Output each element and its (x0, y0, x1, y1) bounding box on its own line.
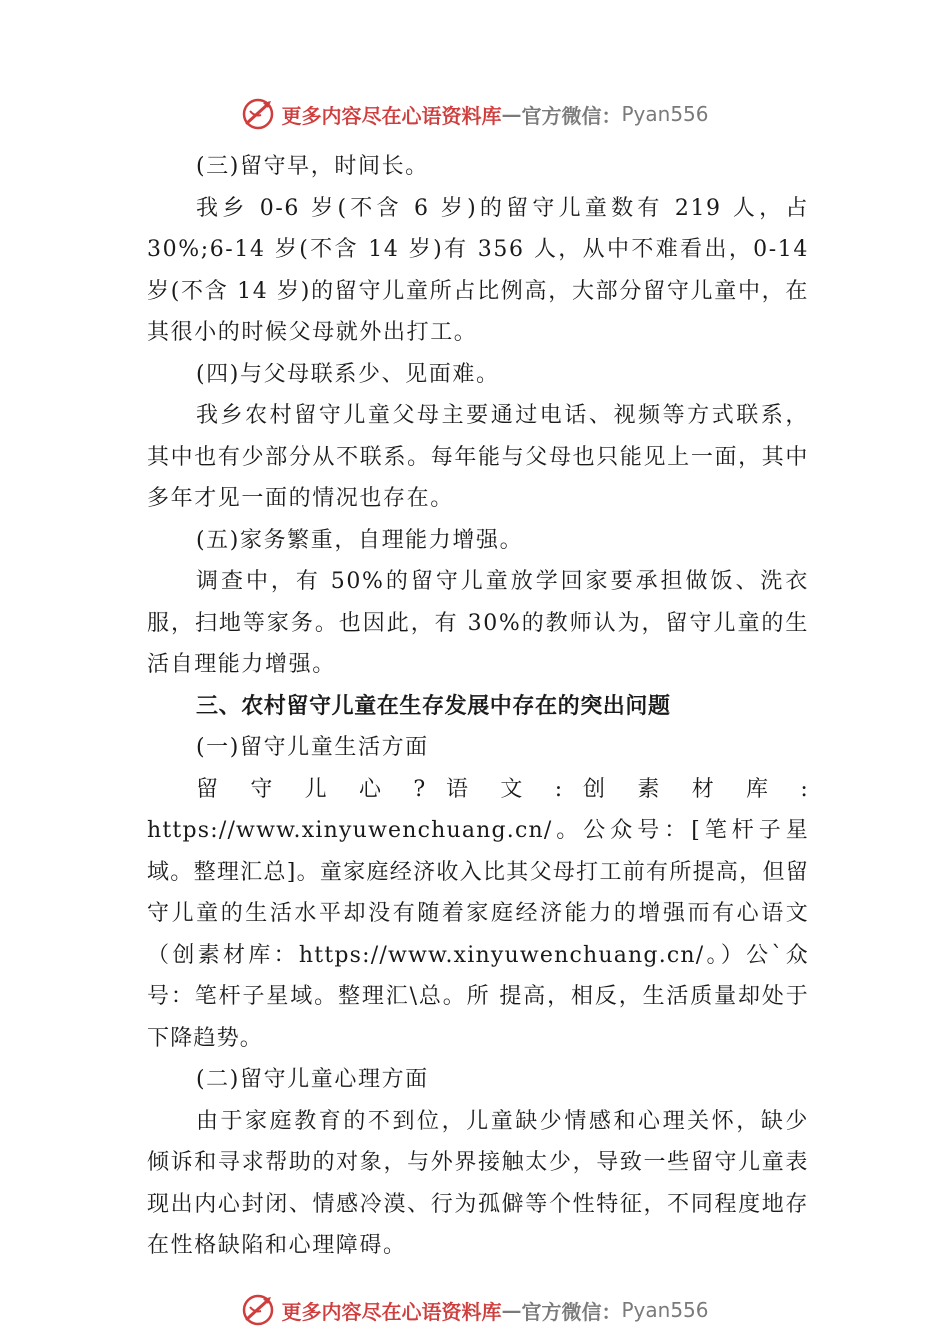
brush-logo-icon (241, 97, 275, 131)
watermark-brand: 更多内容尽在心语资料库 (281, 1299, 502, 1324)
section-heading: (二)留守儿童心理方面 (196, 1067, 429, 1092)
watermark-official: 官方微信： (521, 103, 622, 128)
watermark-official: 官方微信： (521, 1299, 622, 1324)
section-heading: (五)家务繁重，自理能力增强。 (196, 527, 524, 553)
watermark-brand: 更多内容尽在心语资料库 (281, 103, 502, 128)
watermark-footer (0, 1290, 950, 1330)
watermark-wechat-id: Pyan556 (621, 1298, 709, 1322)
paragraph: 我乡农村留守儿童父母主要通过电话、视频等方式联系，其中也有少部分从不联系。每年能与父母也只能见上一面，其中多年才见一面的情况也存在。 (147, 403, 809, 511)
paragraph: 我乡 0-6 岁(不含 6 岁)的留守儿童数有 219 人，占 30%;6-14 岁(不含 14 岁)有 356 人，从中不难看出，0-14 岁(不含 14 岁)的留守儿童所占比例高，大部分留守儿童中，在其很小的时候父母就外出打工。 (147, 195, 809, 345)
brush-logo-icon (241, 1293, 275, 1327)
chapter-heading: 三、农村留守儿童在生存发展中存在的突出问题 (196, 693, 671, 719)
watermark-wechat-id: Pyan556 (621, 102, 709, 126)
section-heading: (三)留守早，时间长。 (196, 154, 429, 179)
paragraph: 调查中，有 50%的留守儿童放学回家要承担做饭、洗衣服，扫地等家务。也因此，有 30%的教师认为，留守儿童的生活自理能力增强。 (147, 569, 809, 677)
section-heading: (一)留守儿童生活方面 (196, 735, 429, 760)
document-body (147, 146, 809, 1267)
watermark-dash: — (501, 102, 522, 126)
watermark-dash: — (501, 1298, 522, 1322)
paragraph: 由于家庭教育的不到位，儿童缺少情感和心理关怀，缺少倾诉和寻求帮助的对象，与外界接触太少，导致一些留守儿童表现出内心封闭、情感冷漠、行为孤僻等个性特征，不同程度地存在性格缺陷和心理障碍。 (147, 1108, 809, 1258)
watermark-header (0, 94, 950, 134)
section-heading: (四)与父母联系少、见面难。 (196, 361, 500, 387)
paragraph: 留 守 儿 心 ? 语 文 : 创 素 材 库 : https://www.xinyuwenchuang.cn/。公众号：[笔杆子星域。整理汇总]。童家庭经济收入比其父母打工前有所提高，但留守儿童的生活水平却没有随着家庭经济能力的增强而有心语文（创素材库：https://www.xinyuwenchuang.cn/。）公`众号：笔杆子星域。整理汇\总。所 提高，相反，生活质量却处于下降趋势。 (147, 776, 809, 1051)
